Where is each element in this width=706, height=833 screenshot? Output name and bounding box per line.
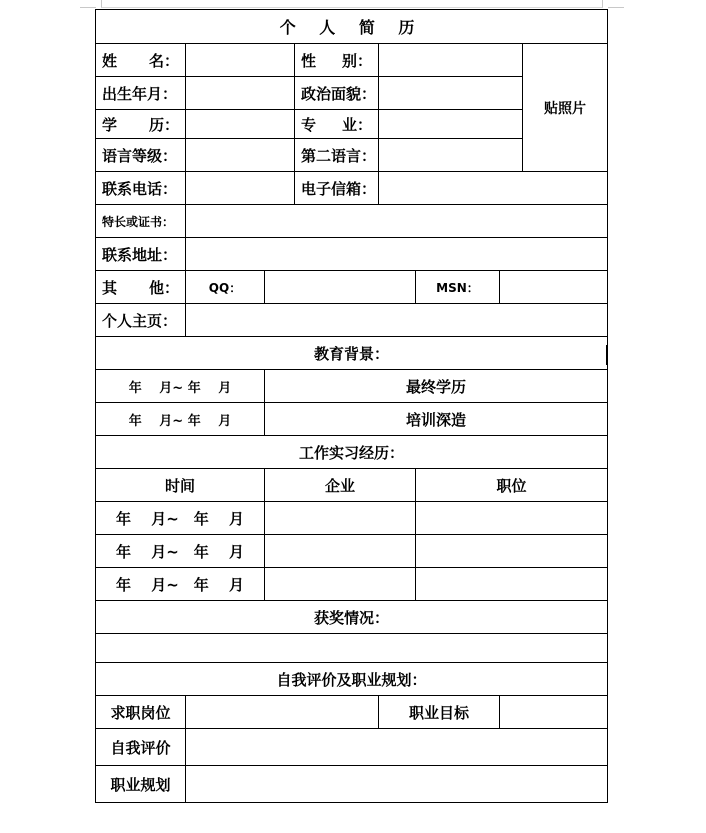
- work-company-3[interactable]: [265, 568, 416, 601]
- address-label: 联系地址：: [96, 238, 186, 271]
- birth-label: 出生年月：: [96, 77, 186, 110]
- major-label: 专 业：: [295, 110, 379, 139]
- plan-field[interactable]: [186, 766, 608, 803]
- education-desc-1[interactable]: 最终学历: [265, 370, 608, 403]
- work-company-2[interactable]: [265, 535, 416, 568]
- evaluation-label: 自我评价: [96, 729, 186, 766]
- self-header: 自我评价及职业规划：: [96, 663, 608, 696]
- other-label: 其 他：: [96, 271, 186, 304]
- name-label: 姓 名：: [96, 44, 186, 77]
- work-position-1[interactable]: [416, 502, 608, 535]
- second-language-field[interactable]: [379, 139, 523, 172]
- awards-field[interactable]: [96, 634, 608, 663]
- msn-field[interactable]: [500, 271, 608, 304]
- work-date-1[interactable]: 年 月~ 年 月: [96, 502, 265, 535]
- work-position-3[interactable]: [416, 568, 608, 601]
- photo-placeholder[interactable]: 贴照片: [523, 44, 608, 172]
- address-field[interactable]: [186, 238, 608, 271]
- language-label: 语言等级：: [96, 139, 186, 172]
- work-position-2[interactable]: [416, 535, 608, 568]
- gender-field[interactable]: [379, 44, 523, 77]
- page-corner-mark-right: [608, 7, 624, 8]
- skills-label: 特长或证书：: [96, 205, 186, 238]
- politics-field[interactable]: [379, 77, 523, 110]
- politics-label: 政治面貌：: [295, 77, 379, 110]
- resume-table: [95, 9, 608, 803]
- work-date-3[interactable]: 年 月~ 年 月: [96, 568, 265, 601]
- page-corner-mark-left: [80, 7, 96, 8]
- work-header: 工作实习经历：: [96, 436, 608, 469]
- plan-label: 职业规划: [96, 766, 186, 803]
- skills-field[interactable]: [186, 205, 608, 238]
- work-col-position: 职位: [416, 469, 608, 502]
- phone-field[interactable]: [186, 172, 295, 205]
- second-language-label: 第二语言：: [295, 139, 379, 172]
- work-date-2[interactable]: 年 月~ 年 月: [96, 535, 265, 568]
- job-field[interactable]: [186, 696, 379, 729]
- homepage-label: 个人主页：: [96, 304, 186, 337]
- awards-header: 获奖情况：: [96, 601, 608, 634]
- page-top-edge: [101, 0, 603, 8]
- education-field[interactable]: [186, 110, 295, 139]
- education-label: 学 历：: [96, 110, 186, 139]
- education-date-2[interactable]: 年 月~ 年 月: [96, 403, 265, 436]
- homepage-field[interactable]: [186, 304, 608, 337]
- email-label: 电子信箱：: [295, 172, 379, 205]
- phone-label: 联系电话：: [96, 172, 186, 205]
- msn-label: MSN：: [416, 271, 500, 304]
- major-field[interactable]: [379, 110, 523, 139]
- language-field[interactable]: [186, 139, 295, 172]
- qq-field[interactable]: [265, 271, 416, 304]
- name-field[interactable]: [186, 44, 295, 77]
- goal-label: 职业目标: [379, 696, 500, 729]
- work-col-company: 企业: [265, 469, 416, 502]
- job-label: 求职岗位: [96, 696, 186, 729]
- gender-label: 性 别：: [295, 44, 379, 77]
- education-desc-2[interactable]: 培训深造: [265, 403, 608, 436]
- resume-title: 个 人 简 历: [96, 10, 608, 44]
- work-col-time: 时间: [96, 469, 265, 502]
- qq-label: QQ：: [186, 271, 265, 304]
- evaluation-field[interactable]: [186, 729, 608, 766]
- goal-field[interactable]: [500, 696, 608, 729]
- birth-field[interactable]: [186, 77, 295, 110]
- education-date-1[interactable]: 年 月~ 年 月: [96, 370, 265, 403]
- education-header: 教育背景：: [96, 337, 608, 370]
- work-company-1[interactable]: [265, 502, 416, 535]
- email-field[interactable]: [379, 172, 608, 205]
